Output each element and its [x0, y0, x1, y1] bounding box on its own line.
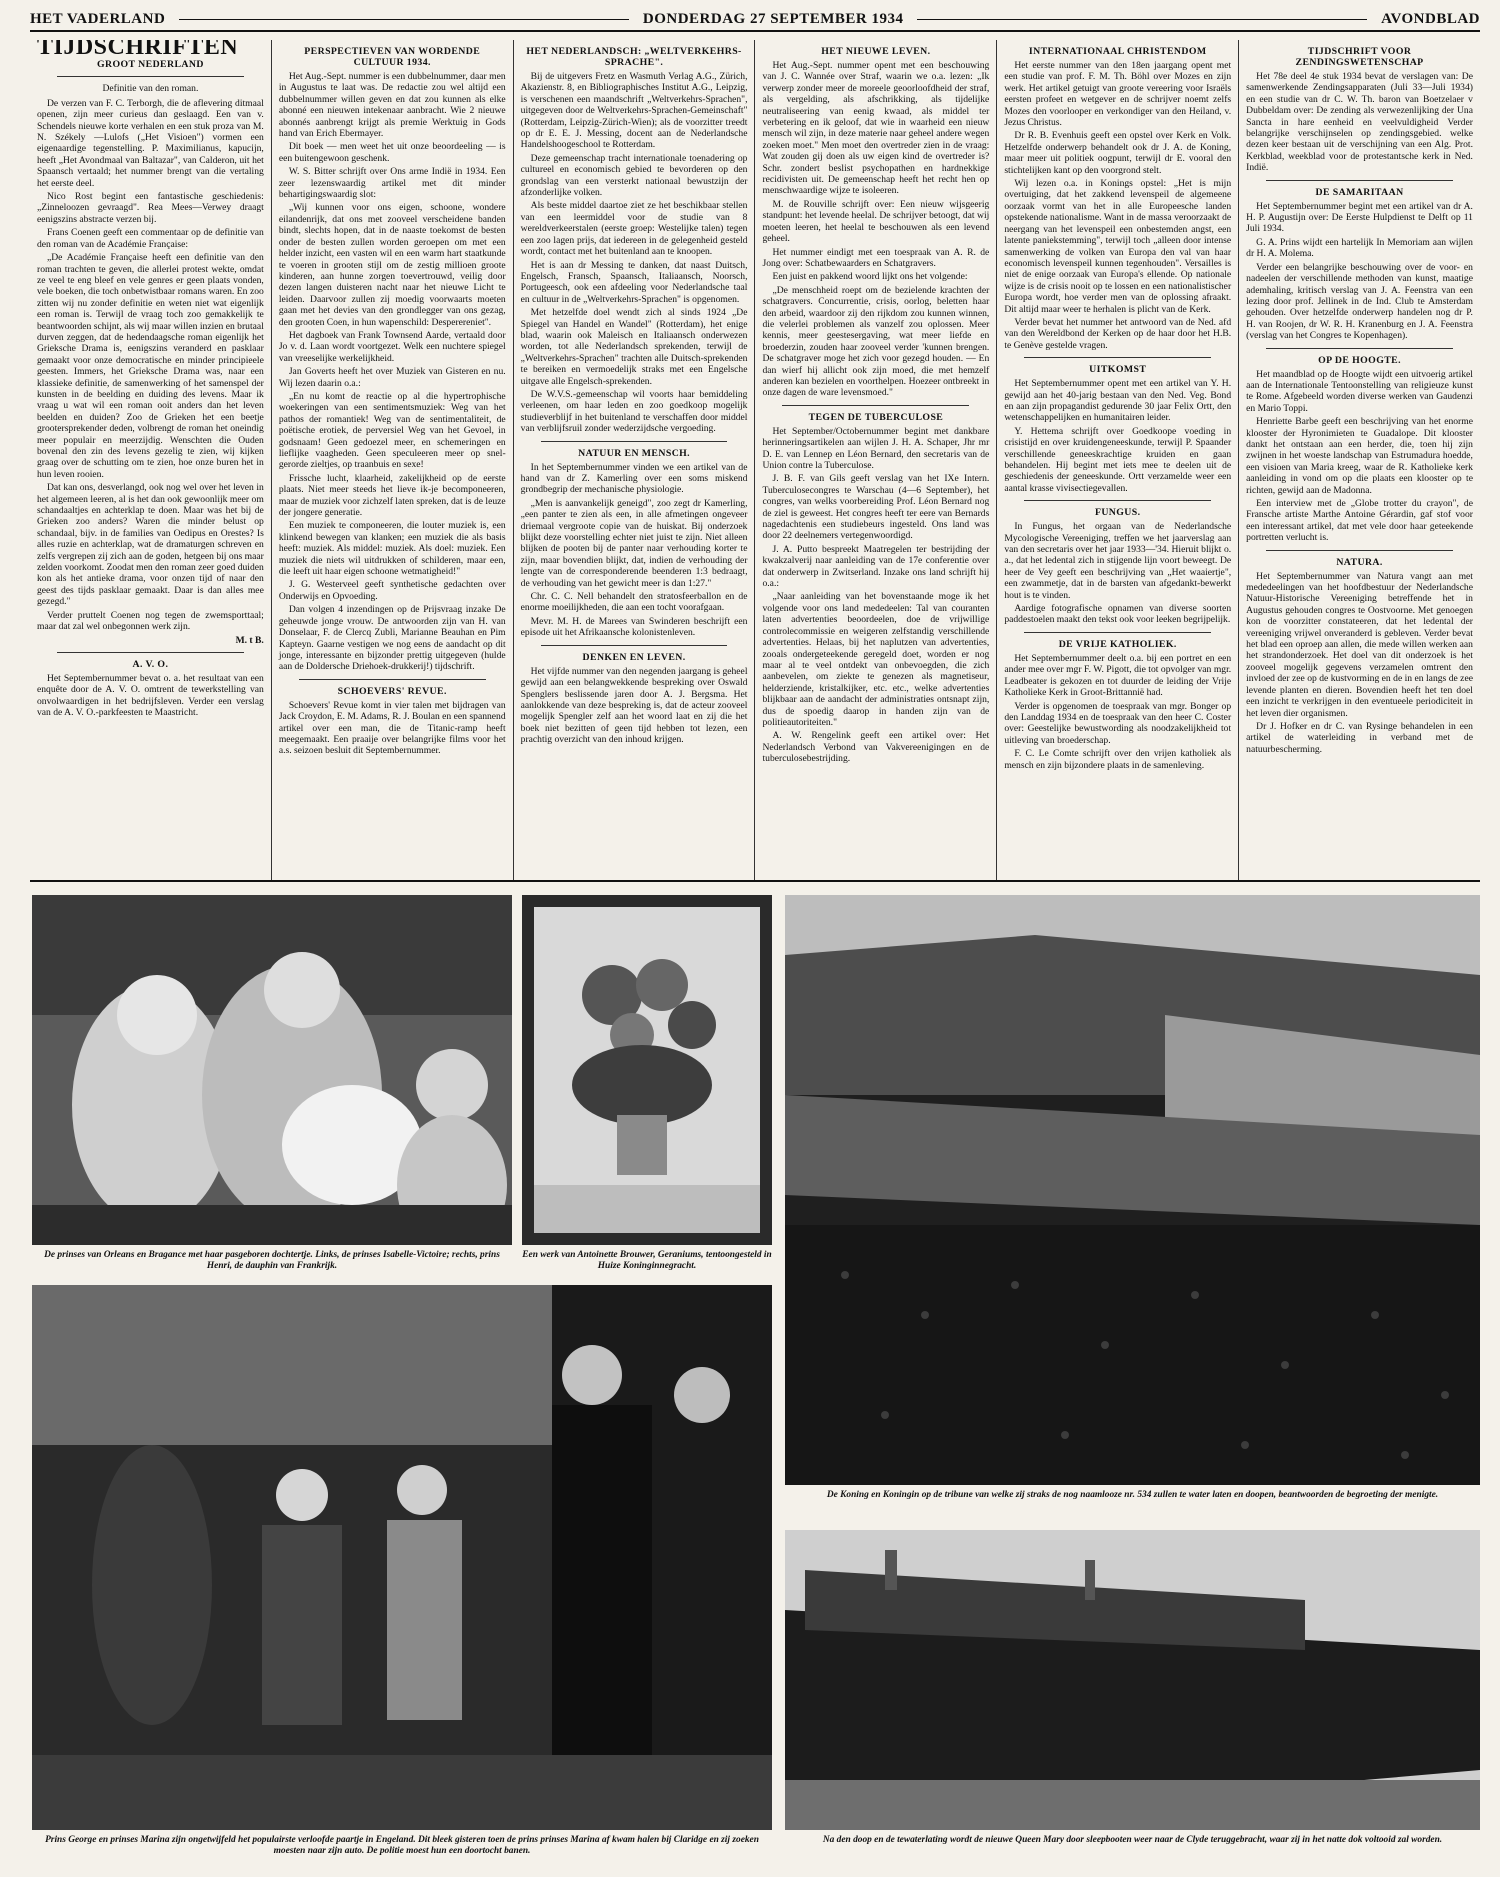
- divider: [541, 645, 728, 646]
- article-paragraph: Een muziek te componeeren, die louter muziek is, een klinkend bewegen van klanken; een muziek die als basis heeft: muziek. Als middel: muziek. Als doel: muziek. Een muziek die niets wil uitdrukken of schilderen, maar een, die leeft uit haar eigen schoone wetmatigheid!": [278, 520, 506, 578]
- section-heading: GROOT NEDERLAND: [97, 59, 204, 71]
- photo-geraniums-painting: [522, 895, 772, 1245]
- paper-name: HET VADERLAND: [30, 10, 166, 27]
- caption-photo-3: De Koning en Koningin op de tribune van welke zij straks de nog naamlooze nr. 534 zullen te water laten en doopen, beantwoorden de begroeting der menigte.: [826, 1490, 1439, 1500]
- section-heading: TEGEN DE TUBERCULOSE: [808, 411, 944, 423]
- article-paragraph: Frans Coenen geeft een commentaar op de definitie van den roman van de Académie Française:: [37, 227, 264, 250]
- article-paragraph: In het Septembernummer vinden we een artikel van de hand van dr Z. Kamerling over een soms miskend grondbegrip der mechanische physiologie.: [520, 461, 748, 496]
- article-paragraph: Het eerste nummer van den 18en jaargang opent met een studie van prof. F. M. Th. Böhl over Mozes en zijn werk. Het artikel getuigt van groote vereering voor Israëls eersten profeet en wetgever en de schrijver noemt zelfs Mozes den voorlooper en verkondiger van den Heiland, v. Jezus Christus.: [1004, 60, 1232, 129]
- divider: [1024, 500, 1211, 501]
- section-heading: NATUUR EN MENSCH.: [578, 447, 691, 459]
- section-heading: TIJDSCHRIFT VOOR ZENDINGSWETENSCHAP: [1295, 46, 1424, 68]
- article-paragraph: In Fungus, het orgaan van de Nederlandsche Mycologische Vereeniging, treffen we het jaarverslag aan van den secretaris over het jaar 1933—'34. Hieruit blijkt o. a., dat het ledental zich in stijgende lijn voort beweegt. De heer de Vey geeft een beschrijving van „Het waaiertje", een zwammetje, dat in de barsten van afgedankt-bewerkt hout is te vinden.: [1004, 521, 1232, 601]
- article-paragraph: Verder een belangrijke beschouwing over de voor- en nadeelen der verschillende methoden van kunst, maatige ademhaling, kritisch verslag van J. A. Feenstra van een lezing door prof. Jellinek in de Ind. Club te Amsterdam gehouden. Over hetzelfde onderwerp handelen nog dr P. H. van Roojen, dr W. R. H. Kranenburg en J. A. Feenstra (verslag van het Congres te Kopenhagen).: [1246, 261, 1473, 342]
- article-paragraph: „Naar aanleiding van het bovenstaande moge ik het volgende voor ons land mededeelen: Tal van couranten laten advertenties beoordeelen, doe de vrijwillige controlecommissie en weigeren zelfstandig verschillende advertenties. Helaas, bij het naplutzen van advertenties, zooals ondergeteekende geregeld doet, worden er nog maar al te veel ontdekt van onbevoegden, die zich aanbevelen, om ziekte te genezen als magnetiseur, helderziende, kristalkijker, etc. etc., welke advertenties blijkbaar aan de aandacht der administraties ontsnapt zijn, dus de spoedig daarop in handen zijn van de politieautoriteiten.": [762, 591, 990, 728]
- section-heading: PERSPECTIEVEN VAN WORDENDE CULTUUR 1934.: [304, 46, 481, 68]
- article-paragraph: Met hetzelfde doel wendt zich al sinds 1924 „De Spiegel van Handel en Wandel" (Rotterdam), het enige blad, waarin ook Maleisch en Italiaansch onderwezen worden, tot alle Nederlandsch sprekenden, terwijl de „Weltverkehrs-Sprachen" trachten alle Duitsch-sprekenden te bereiken en vermoedelijk straks met een Engelsche uitgave alle Engelsch-sprekenden.: [520, 307, 748, 387]
- article-paragraph: Verder bevat het nummer het antwoord van de Ned. afd van den Wereldbond der Kerken op de haar door het H.B. te Genève gestelde vragen.: [1004, 316, 1232, 351]
- article-paragraph: De verzen van F. C. Terborgh, die de aflevering ditmaal openen, zijn meer curieus dan geslaagd. Een van v. Schendels nieuwe korte verhalen en een stuk proza van M. N. Székely —Lulofs („Het Visioen") vormen een eigenaardige tegenstelling. P. Maximilianus, kapucijn, heeft „Het Avondmaal van Baltazar", van Calderon, uit het Spaansch vertaald; het nummer brengt van die vertaling het eerste deel.: [37, 97, 264, 189]
- article-paragraph: Het Septembernummer bevat o. a. het resultaat van een enquête door de A. V. O. omtrent de tewerkstelling van onvolwaardigen in het bedrijfsleven. Verder een verslag van de A. V. O.-parkfeesten te Maastricht.: [37, 672, 264, 719]
- page-title: TIJDSCHRIFTEN: [37, 40, 239, 60]
- article-paragraph: Het nummer eindigt met een toespraak van A. R. de Jong over: Schatbewaarders en Schatgravers.: [762, 246, 990, 269]
- article-paragraph: Het 78e deel 4e stuk 1934 bevat de verslagen van: De samenwerkende Zendingsapparaten (Juli 33—Juli 1934) en een studie van dr C. W. Th. baron van Boetzelaer v Dubbeldam over: De zending als verwezenlijking der Una Sancta in hare eenheid en veelvuldigheid Verder belangrijke verschijnselen op zendingsgebied. welke dezen keer bestaan uit de verschijning van een Alg. Prot. Kerkblad, weekblad voor de protestantsche kerk in Ned. Indië.: [1246, 71, 1473, 174]
- issue-date: DONDERDAG 27 SEPTEMBER 1934: [642, 10, 904, 27]
- caption-photo-2: Een werk van Antoinette Brouwer, Geraniums, tentoongesteld in Huize Koninginnegracht.: [522, 1250, 772, 1271]
- column-2: [272, 40, 514, 880]
- article-paragraph: Het Aug.-Sept. nummer opent met een beschouwing van J. C. Wannée over Straf, waarin we o.a. lezen: „Ik verwerp zonder meer de moreele geoorloofdheid der straf, als vergelding, als afschrikking, als tijdelijke neutraliseering van eenig kwaad, als middel ter verbetering en ik geloof, dat wie in waarheid een nieuw mensch wil zijn, in deze materie naar geheel andere wegen zoeken moet." Men moet den overtreder zien in de vraag: Wat zouden gij doen als uw eigen kind de overtreder is? Schr. zondert beslist psychopathen en hardnekkige recidivisten uit. De gemeenschap heeft het recht hen op menschwaardige wijze te isoleeren.: [762, 60, 990, 197]
- section-heading: UITKOMST: [1089, 364, 1147, 376]
- article-paragraph: „Men is aanvankelijk geneigd", zoo zegt dr Kamerling, „een panter te zien als een, in alle afmetingen ongeveer driemaal vergroote copie van de huiskat. Bij onderzoek blijkt deze voorstelling echter niet juist te zijn. Niet alleen blijken de pooten bij de panter naar verhouding korter te zijn, maar bovendien blijkt, dat, indien de verhouding der lengte van de corresponderende beenderen 1:3 bedraagt, de verhouding van het gewicht meer is dan 1:27.": [520, 497, 748, 589]
- article-paragraph: „De Académie Française heeft een definitie van den roman trachten te geven, die allerlei protest wekte, omdat ze veel te eng bleef en vele genres er geen plaats vonden, vele boeken, die toch onbetwistbaar romans waren. En zoo zitten wij nu zonder definitie en weten niet wat eigenlijk een roman is. Terwijl de vraag toch zoo gemakkelijk te beantwoorden schijnt, als wij maar willen inzien en brutaal durven zeggen, dat de hedendaagsche roman eigenlijk het Grieksche Drama is, eenigszins veranderd en pasklaar gemaakt voor onze democratische en minder principieele geesten. Immers, het Grieksche Drama was, naar een klassieke definitie, de samenwerking of het samenspel der kunsten in de beelding en duiding des levens. Maar ik vraag u wat wil een roman ooit anders dan het leven beelden en duiden? Zoo de Grieken het een beetje grootersprekender deden, volbrengt de roman het oneindig meer populair en meerzijdig. Wenschten die Ouden bovenal den zin des levens gezelig te zien, wij kijken graag over de schutting om te zien, hoe onze buren het in hun leven rooien.: [37, 252, 264, 480]
- article-paragraph: „De menschheid roept om de bezielende krachten der schatgravers. Concurrentie, crisis, oorlog, beletten haar den arbeid, waardoor zij den rijkdom zou kunnen winnen, die velerlei problemen als vanzelf zou oplossen. Meer kennis, meer geestesergaving, wat meer liefde en broederzin, zouden haar zooveel verder 'kunnen brengen. De schatgraver moge het zich voor gezegd houden. — En dan wierf hij allicht ook zijn moed, die met hemzelf anderen kan bezielen en voorthelpen. Hoezeer ontbreekt in onze dagen de ware levensmoed.": [762, 284, 990, 399]
- article-paragraph: Het Aug.-Sept. nummer is een dubbelnummer, daar men in Augustus te laat was. De redactie zou wel altijd een dubbelnummer willen geven en dat zou kunnen als elke abonné een nieuwen intekenaar aanbracht. Wie 2 nieuwe abonnés aanbrengt krijgt als premie Werktuig in Gods hand van Erich Ebermayer.: [278, 71, 506, 140]
- article-paragraph: J. A. Putto bespreekt Maatregelen ter bestrijding der kwakzalverij naar aanleiding van de 17e conferentie over dat onderwerp in Zwitserland. Inzake ons land schrijft hij o.a.:: [762, 543, 990, 590]
- article-paragraph: Een juist en pakkend woord lijkt ons het volgende:: [772, 271, 968, 283]
- masthead-rule: [179, 19, 629, 20]
- article-paragraph: Het September/Octobernummer begint met dankbare herinneringsartikelen aan wijlen J. H. A. Schaper, Jhr mr D. E. van Lennep en Léon Bernard, den secretaris van de Union contre la Tuberculose.: [762, 425, 990, 471]
- caption-photo-4: Prins George en prinses Marina zijn ongetwijfeld het populairste verloofde paartje in Engeland. Dit bleek gisteren toen de prins prinses Marina af kwam halen bij Claridge en zij zoeken moesten naar zijn auto. De politie moest hun een doortocht banen.: [45, 1835, 759, 1856]
- article-subtitle: Definitie van den roman.: [102, 83, 199, 95]
- article-paragraph: Schoevers' Revue komt in vier talen met bijdragen van Jack Croydon, E. M. Adams, R. J. Boulan en een spannend artikel over een man, die de Titanic-ramp heeft meegemaakt. Een praaije over belangrijke films voor het a.s. seizoen besluit dit Septembernummer.: [278, 699, 506, 757]
- caption-photo-5: Na den doop en de tewaterlating wordt de nieuwe Queen Mary door sleepbooten weer naar de Clyde teruggebracht, waar zij in het natte dok voltooid zal worden.: [822, 1835, 1443, 1845]
- article-paragraph: Het Septembernummer opent met een artikel van Y. H. gewijd aan het 40-jarig bestaan van den Ned. Veg. Bond en aan zijn propagandist gedurende 30 jaar Felix Ortt, den wetenschappelijken en humanitairen leider.: [1004, 378, 1232, 424]
- section-heading: DE VRIJE KATHOLIEK.: [1058, 638, 1177, 650]
- section-heading: DENKEN EN LEVEN.: [582, 651, 686, 663]
- edition: AVONDBLAD: [1381, 10, 1481, 27]
- article-paragraph: Dat kan ons, desverlangd, ook nog wel over het leven in het algemeen leeren, al is het dan ook gewoonlijk meer om schandaaltjes en achterklap te doen. Maar was het bij de Grieken zoo anders? Waren die minder belust op schandaal, bijv. in de families van Oedipus en Orestes? Is alles ruzie en achterklap, wat de dramaturgen schreven en zelfs vergrepen zij zich aan de goden, hetgeen bij ons maar zelden voorkomt. Zoodat men den roman zeer goed duiden kon als het antieke drama, voor onzen tijd of naar den geest des tijds pasklaar gemaakt. Daar is dan alles mee gezegd.": [37, 482, 264, 608]
- article-paragraph: Henriette Barbe geeft een beschrijving van het enorme klooster der Hyronimieten te Guadalope. Dit klooster dankt het ontstaan aan een herder, die, toen hij zijn zwijnen in het woeste landschap van Estrumadura hoedde, een visioen van Maria kreeg, waar de R. Katholieke kerk aanleiding in vond om op die plaats een klooster op te richten, gewijd aan de Madonna.: [1246, 416, 1473, 496]
- divider: [299, 679, 486, 680]
- column-4: [755, 40, 997, 880]
- section-heading: A. V. O.: [132, 658, 169, 670]
- article-paragraph: Dr R. B. Evenhuis geeft een opstel over Kerk en Volk. Hetzelfde onderwerp behandelt ook dr J. A. de Koning, maar meer uit politiek oogpunt, terwijl dr E. vooral den stichtelijken kant op den voorgrond stelt.: [1004, 130, 1232, 176]
- article-paragraph: Een interview met de „Globe trotter du crayon", de Fransche artiste Marthe Antoine Gérardin, gaf stof voor een interessant artikel, dat met vele door haar geteekende portretten verlucht is.: [1246, 498, 1473, 544]
- article-paragraph: Wij lezen o.a. in Konings opstel: „Het is mijn overtuiging, dat het zakkend levenspeil de algemeene oorzaak vormt van het in alle Europeesche landen opstekende nationalisme. Want in de massa veroorzaakt de neergang van het levenspeil een onbestemden angst, een latente paniekstemming", terwijl toch „alleen door intense samenwerking de volken van Europa den val van haar economisch levenspeil kunnen tegenhouden". Versailles is niet de enige oorzaak van Europa's ellende. Op nationale wijze is de crisis nooit op te lossen en een nationalistischer Europa wordt, hoe verder men van de oplossing afraakt. Dit altijd maar weer te herhalen is plicht van de Kerk.: [1004, 178, 1232, 315]
- masthead-rule: [917, 19, 1367, 20]
- article-paragraph: W. S. Bitter schrijft over Ons arme Indië in 1934. Een zeer lezenswaardig artikel met dit minder behartigingswaardig slot:: [278, 166, 506, 201]
- article-paragraph: Het is aan dr Messing te danken, dat naast Duitsch, Engelsch, Fransch, Spaansch, Italiaansch, Noorsch, Portugeesch, ook een afdeeling voor Nederlandsche taal en cultuur in de „Weltverkehrs-Sprachen" is opgenomen.: [520, 259, 748, 305]
- article-paragraph: Jan Goverts heeft het over Muziek van Gisteren en nu. Wij lezen daarin o.a.:: [278, 366, 506, 389]
- article-paragraph: A. W. Rengelink geeft een artikel over: Het Nederlandsch Verbond van Vakvereenigingen en de tuberculosebestrijding.: [762, 730, 990, 765]
- article-paragraph: „En nu komt de reactie op al die hypertrophische woekeringen van een sentimentsmuziek: Weg van het pathos der romantiek! Weg van de sentimentaliteit, de poëtische erotiek, de perversiel Weg van het Gevoel, in godsnaam! Geen gedoezel meer, en schemeringen en lieflijke vaagheden. Geen speculeeren meer op snel-gerorde zieltjes, op traanbuis en sexe!: [278, 390, 506, 471]
- section-heading: DE SAMARITAAN: [1315, 186, 1404, 198]
- article-paragraph: Mevr. M. H. de Marees van Swinderen beschrijft een episode uit het Afrikaansche kolonistenleven.: [520, 615, 748, 639]
- article-paragraph: „Wij kunnen voor ons eigen, schoone, wondere eilandenrijk, dat ons met zooveel verscheidene banden bindt, slechts hopen, dat in de naaste toekomst de besten onder de besten zullen worden geroepen om met een helder inzicht, een vasten wil en een warm hart staatkunde te voeren in grooten stijl om de zestig millioen groote kinderen, aan hunne zorgen toevertrouwd, veilig door dezen langen duisteren nacht naar het nieuwe Licht te leiden. Daarvoor zullen zij moedig voorwaarts moeten gaan met het devies van den grondlegger van ons gezag, den grooten Coen, in hun wapenschild: Desperereniet".: [278, 202, 506, 328]
- article-paragraph: Chr. C. C. Nell behandelt den stratosfeerballon en de enorme moeilijkheden, die aan een tocht voorafgaan.: [520, 591, 748, 614]
- section-heading: HET NEDERLANDSCH: „WELTVERKEHRS-SPRACHE".: [526, 46, 742, 68]
- section-heading: HET NIEUWE LEVEN.: [821, 46, 931, 57]
- article-paragraph: Nico Rost begint een fantastische geschiedenis: „Zinneloozen gevraagd". Rea Mees—Verwey draagt eenigszins abstracte verzen bij.: [37, 191, 264, 225]
- divider: [57, 76, 244, 77]
- article-paragraph: Als beste middel daartoe ziet ze het beschikbaar stellen van een leermiddel voor de studie van 8 wereldverkeerstalen (eerste groep: Westelijke talen) tegen een zoo lagen prijs, dat iedereen in de gelegenheid gesteld wordt, contact met het buitenland aan te knoopen.: [520, 200, 748, 258]
- article-paragraph: Het Septembernummer deelt o.a. bij een portret en een ander mee over mgr F. W. Pigott, die tot opvolger van mgr. Leadbeater is gekozen en tot duurder de leiding der Vrije Katholieke Kerk in Groot-Brittannië had.: [1004, 652, 1232, 699]
- divider: [1266, 550, 1453, 551]
- section-heading: SCHOEVERS' REVUE.: [337, 685, 447, 697]
- section-heading: NATURA.: [1336, 556, 1383, 568]
- article-paragraph: J. G. Westerveel geeft synthetische gedachten over Onderwijs en Opvoeding.: [278, 579, 506, 602]
- article-paragraph: Dr J. Hofker en dr C. van Rysinge behandelen in een artikel de waterleiding in verband met de natuurbescherming.: [1246, 720, 1473, 755]
- column-5: [997, 40, 1239, 880]
- article-paragraph: Deze gemeenschap tracht internationale toenadering op cultureel en economisch gebied te bevorderen op den grondslag van een versterkt nationaal bewustzijn der afzonderlijke volken.: [520, 152, 748, 199]
- divider: [57, 652, 244, 653]
- divider: [1024, 632, 1211, 633]
- article-paragraph: G. A. Prins wijdt een hartelijk In Memoriam aan wijlen dr H. A. Molema.: [1246, 236, 1473, 260]
- text-columns: [30, 40, 1480, 882]
- section-heading: OP DE HOOGTE.: [1318, 354, 1401, 366]
- signature: M. t B.: [235, 634, 264, 646]
- photo-crowd-at-shipyard: [785, 895, 1480, 1485]
- divider: [1024, 357, 1211, 358]
- photo-prince-george-and-marina: [32, 1285, 772, 1830]
- article-paragraph: Aardige fotografische opnamen van diverse soorten paddestoelen maakt den tekst ook voor leeken begrijpelijk.: [1004, 603, 1232, 626]
- article-paragraph: Het dagboek van Frank Townsend Aarde, vertaald door Jo v. d. Laan wordt voortgezet. Welk een nuchtere spiegel van vreeselijke werkelijkheid.: [278, 329, 506, 364]
- article-paragraph: Het vijfde nummer van den negenden jaargang is geheel gewijd aan een belangwekkende bespreking over Oswald Spenglers beslissende jaren door A. J. Bergsma. Het aanlokkende van deze bespreking is, dat de acteur zooveel mogelijk Spengler zelf aan het woord laat en zij die het boek niet bezitten of geen tijd hebben tot lezen, een prachtig overzicht van den inhoud krijgen.: [520, 665, 748, 746]
- article-paragraph: Verder pruttelt Coenen nog tegen de zwemsporttaal; maar dat zal wel onbegonnen werk zijn.: [37, 609, 264, 633]
- section-heading: FUNGUS.: [1094, 507, 1141, 519]
- divider: [541, 441, 728, 442]
- column-3: [514, 40, 756, 880]
- section-heading: INTERNATIONAAL CHRISTENDOM: [1028, 46, 1207, 57]
- divider: [782, 405, 969, 406]
- article-paragraph: Frissche lucht, klaarheid, zakelijkheid op de eerste plaats. Niet meer steeds het lieve ik-je becomponeeren, maar de muziek voor zichzelf laten spreken, dat is de leuze der jongere generatie.: [278, 472, 506, 519]
- divider: [1266, 180, 1453, 181]
- article-paragraph: Y. Hettema schrijft over Goedkoope voeding in crisistijd en over kruidengeneeskunde, terwijl P. Spaander verschillende geneeskrachtige kruiden en gaan behandelen. Hij begint met iets mee te deelen uit de geschiedenis der geneeskunde. Ortt verzamelde weer een aantal krasse vivisectiegevallen.: [1004, 425, 1232, 494]
- photo-queen-mary-hull: [785, 1530, 1480, 1830]
- article-paragraph: F. C. Le Comte schrijft over den vrijen katholiek als mensch en zijn bijzondere plaats in de samenleving.: [1004, 748, 1232, 771]
- article-paragraph: Dit boek — men weet het uit onze beoordeeling — is een buitengewoon geschenk.: [278, 141, 506, 164]
- article-paragraph: Het Septembernummer begint met een artikel van dr A. H. P. Augustijn over: De Eerste Hulpdienst te Delft op 11 Juli 1934.: [1246, 200, 1473, 235]
- column-6: [1239, 40, 1480, 880]
- article-paragraph: De W.V.S.-gemeenschap wil voorts haar bemiddeling verleenen, om haar leden en zoo goedkoop mogelijk studieverblijf in het buitenland te verschaffen door middel van verblijfsruil zonder wederzijdsche vergoeding.: [520, 388, 748, 435]
- article-paragraph: Dan volgen 4 inzendingen op de Prijsvraag inzake De geheuwde jonge vrouw. De antwoorden zijn van H. van Donselaar, F. de Clercq Zubli, Marianne Beauhan en Pim Kapteyn. Gaarne vestigen we nog eens de aandacht op dit jonge, interessante en bijzonder prettig uitgegeven (hulde aan de Doldersche Driehoek-drukkerij!) tijdschrift.: [278, 604, 506, 673]
- article-paragraph: M. de Rouville schrijft over: Een nieuw wijsgeerig standpunt: het levende heelal. De schrijver betoogt, dat wij moeten leeren, het heelal te beschouwen als een levend geheel.: [762, 198, 990, 245]
- divider: [1266, 348, 1453, 349]
- article-paragraph: Het maandblad op de Hoogte wijdt een uitvoerig artikel aan de Internationale Tentoonstelling van religieuze kunst te Rome. Afgebeeld worden diverse werken van Gaudenzi en Mario Toppi.: [1246, 368, 1473, 414]
- article-paragraph: Het Septembernummer van Natura vangt aan met mededeelingen van het hoofdbestuur der Nederlandsche Natuur-Historische Vereeniging betreffende het in Augustus gehouden congres te Oostvoorne. Met genoegen kon de voorzitter constateeren, dat het ledental der vereeniging vrijwel onveranderd is gebleven. Verder bevat het blad een oproep aan allen, die mede willen werken aan het strandonderzoek. Het doel van dit onderzoek is het zooveel mogelijk gegevens verzamelen omtrent den invloed der zee op de kustvorming en de in en langs de zee levende planten en dieren. Bovendien heeft het ten doel een inzicht te verkrijgen in den eventueele periodiciteit in het leven dier organismen.: [1246, 570, 1473, 719]
- caption-photo-1: De prinses van Orleans en Bragance met haar pasgeboren dochtertje. Links, de prinses Isabelle-Victoire; rechts, prins Henri, de dauphin van Frankrijk.: [44, 1250, 500, 1271]
- article-paragraph: Verder is opgenomen de toespraak van mgr. Bonger op den Landdag 1934 en de toespraak van den heer C. Coster over: Geestelijke bewustwording als noodzakelijkheid tot uitleving van broederschap.: [1004, 700, 1232, 746]
- photo-princess-and-children: [32, 895, 512, 1245]
- column-1: [30, 40, 272, 880]
- masthead: [30, 8, 1480, 32]
- article-paragraph: J. B. F. van Gils geeft verslag van het IXe Intern. Tuberculosecongres te Warschau (4—6 September), het congres, van welks voorbereiding Prof. Léon Bernard nog de ziel is geweest. Het congres heeft ter eere van Bernards nagedachtenis een studiebeurs ingesteld. Ons land was door 22 deelnemers vertegenwoordigd.: [762, 473, 990, 542]
- article-paragraph: Bij de uitgevers Fretz en Wasmuth Verlag A.G., Zürich, Akazienstr. 8, en Bibliographisches Institut A.G., Leipzig, is verschenen een maandschrift „Weltverkehrs-Sprachen", uitgegeven door de Weltverkehrs-Sprachen-Gemeinschaft" (Rotterdam, Leipzig-Zürich-Wien); als de voorzitter treedt op dr E. E. J. Messing, docent aan de Nederlandsche Handelshoogeschool te Rotterdam.: [520, 71, 748, 151]
